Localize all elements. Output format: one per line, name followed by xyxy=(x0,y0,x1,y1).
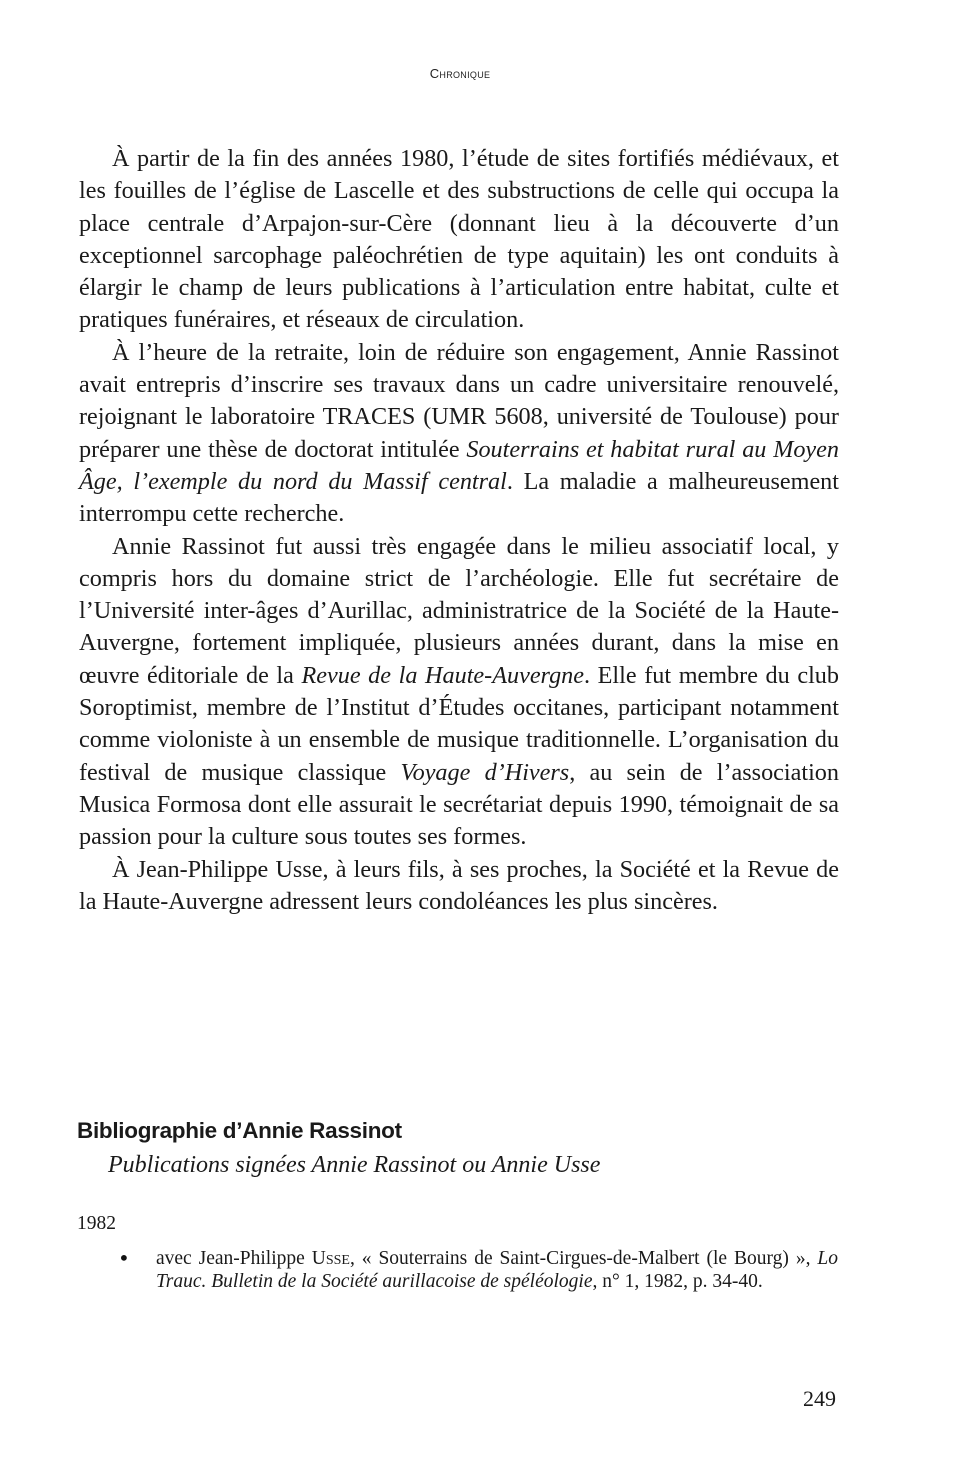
bibliography-entry-text xyxy=(156,1247,838,1293)
entry-journal: Lo Trauc. Bulletin de la Société aurillacoise de spéléologie xyxy=(156,1248,838,1292)
paragraph-2-text-a: À l’heure de la retraite, loin de réduire son engagement, Annie Rassinot avait entrepris d’inscrire ses travaux dans un cadre universitaire renouvelé, rejoignant le laboratoire TRACES (UMR 5608, université de Toulouse) pour préparer une thèse de doctorat intitulée xyxy=(79,338,839,463)
body-text xyxy=(79,143,839,918)
thesis-title: Souterrains et habitat rural au Moyen Âge, l’exemple du nord du Massif central xyxy=(79,435,839,495)
bibliography-heading: Bibliographie d’Annie Rassinot xyxy=(77,1118,402,1143)
paragraph-3-text-b: . Elle fut membre du club Soroptimist, membre de l’Institut d’Études occitanes, participant notamment comme violoniste à un ensemble de musique traditionnelle. L’organisation du festival de musique classique xyxy=(79,661,839,786)
festival-title: Voyage d’Hivers xyxy=(400,758,570,786)
entry-suffix: , n° 1, 1982, p. 34-40. xyxy=(592,1271,763,1292)
bibliography-subheading: Publications signées Annie Rassinot ou Annie Usse xyxy=(108,1152,601,1178)
journal-title: Revue de la Haute-Auvergne xyxy=(301,661,584,689)
entry-author-surname: Usse xyxy=(311,1248,350,1269)
entry-title: , « Souterrains de Saint-Cirgues-de-Malbert (le Bourg) », xyxy=(349,1248,818,1269)
paragraph-4 xyxy=(79,854,839,919)
paragraph-3-text-a: Annie Rassinot fut aussi très engagée dans le milieu associatif local, y compris hors du domaine strict de l’archéologie. Elle fut secrétaire de l’Université inter-âges d’Aurillac, administratrice de la Société de la Haute-Auvergne, fortement impliquée, plusieurs années durant, dans la mise en œuvre éditoriale de la xyxy=(79,532,839,689)
bullet-icon: • xyxy=(118,1246,130,1270)
bibliography-entry xyxy=(118,1247,838,1293)
paragraph-2 xyxy=(79,337,839,531)
paragraph-4-text: À Jean-Philippe Usse, à leurs fils, à ses proches, la Société et la Revue de la Haute-Auvergne adressent leurs condoléances les plus sincères. xyxy=(79,855,839,915)
entry-prefix: avec Jean-Philippe xyxy=(156,1248,312,1269)
page-number: 249 xyxy=(803,1386,836,1411)
paragraph-3 xyxy=(79,531,839,854)
paragraph-1 xyxy=(79,143,839,337)
bibliography-year: 1982 xyxy=(77,1213,116,1234)
paragraph-3-text-c: , au sein de l’association Musica Formosa dont elle assurait le secrétariat depuis 1990, témoignait de sa passion pour la culture sous toutes ses formes. xyxy=(79,758,839,851)
paragraph-1-text: À partir de la fin des années 1980, l’étude de sites fortifiés médiévaux, et les fouilles de l’église de Lascelle et des substructions de celle qui occupa la place centrale d’Arpajon-sur-Cère (donnant lieu à la découverte d’un exceptionnel sarcophage paléochrétien de type aquitain) les ont conduits à élargir le champ de leurs publications à l’articulation entre habitat, culte et pratiques funéraires, et réseaux de circulation. xyxy=(79,145,839,334)
running-head: Chronique xyxy=(429,66,491,81)
paragraph-2-text-b: . La maladie a malheureusement interrompu cette recherche. xyxy=(79,467,839,528)
